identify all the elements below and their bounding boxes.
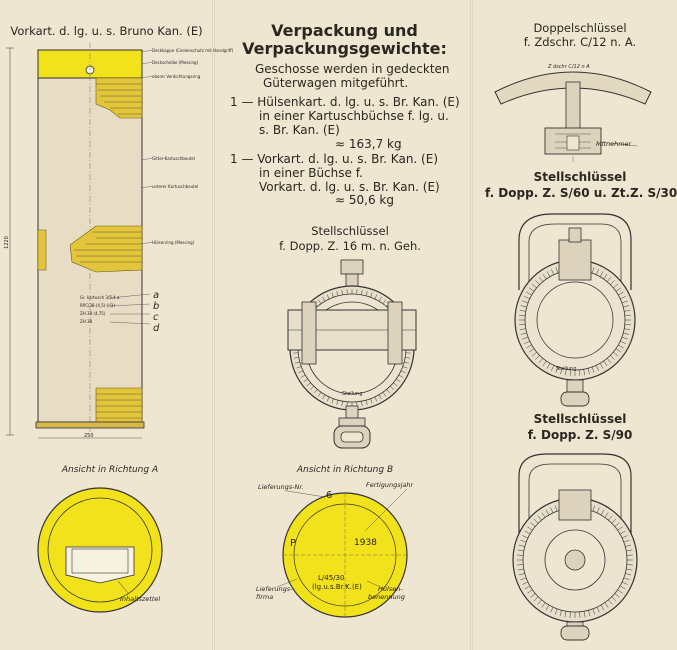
view-a-label: Inhaltszettel [120,595,161,603]
item1-weight: ≈ 163,7 kg [335,137,402,151]
label-huelsenbenennung-2: benennung [368,593,405,601]
left-view-title: Ansicht in Richtung A [61,465,159,475]
label-gitter-kartuschbeutel: Gitter-Kartuschbeutel [152,156,195,161]
key1-handle-text: Z dschr C/12 n A [548,64,590,70]
stellschluessel-s90-drawing [473,442,677,642]
item1-line3: s. Br. Kan. (E) [259,123,340,137]
key1-title: Doppelschlüssel [533,21,627,35]
key1-label: Mitnehmer [596,140,632,148]
middle-key-scale-label: Stellung [342,391,363,397]
key2-title: Stellschlüssel [533,170,627,184]
item2-weight: ≈ 50,6 kg [335,193,394,207]
view-a-drawing [0,475,213,645]
left-title: Vorkart. d. lg. u. s. Bruno Kan. (E) [10,24,203,38]
key3-subtitle: f. Dopp. Z. S/90 [527,428,633,442]
middle-title-line2: Verpackungsgewichte: [242,39,447,58]
item1-line2: in einer Kartuschbüchse f. lg. u. [259,109,449,123]
item2-line3: Vorkart. d. lg. u. s. Br. Kan. (E) [259,180,440,194]
label-lieferungsfirma-2: firma [256,593,274,601]
dim-width: 250 [84,433,94,439]
label-code-2: (lg.u.s.Br.K.(E) [312,583,362,591]
label-deckscheibe: Deckscheibe (Messing) [152,60,199,65]
charge-label-a: Gr. kartusch 3/5,4 a [80,295,120,300]
key2-subtitle: f. Dopp. Z. S/60 u. Zt.Z. S/30 [485,186,677,200]
intro-line1: Geschosse werden in gedeckten [255,62,450,76]
label-code-1: L/45/30 [318,574,345,582]
label-number: 6 [326,490,333,501]
label-huelsenring: Hülsenring (Messing) [152,240,195,245]
middle-key-title: Stellschlüssel [311,224,389,238]
stellschluessel-16-drawing [215,258,471,458]
label-verdichtungsring: oberer Verdichtungsring [152,74,201,79]
label-lieferungs-nr: Lieferungs-Nr. [258,483,304,491]
item1-line1: 1 — Hülsenkart. d. lg. u. s. Br. Kan. (E) [230,95,460,109]
key3-title: Stellschlüssel [533,412,627,426]
key1-subtitle: f. Zdschr. C/12 n. A. [523,35,637,49]
item2-line1: 1 — Vorkart. d. lg. u. s. Br. Kan. (E) [230,152,439,166]
label-huelsenbenennung-1: Hülsen- [378,585,403,593]
item2-line2: in einer Büchse f. [259,166,363,180]
label-year: 1938 [354,538,377,548]
dim-height: 1220 [3,236,10,249]
marker-b: b [153,301,160,312]
intro-line2: Güterwagen mitgeführt. [263,76,409,90]
charge-label-d: ZH 38 [80,319,93,324]
middle-view-title: Ansicht in Richtung B [296,465,394,475]
label-unterer-kartuschbeutel: unterer Kartuschbeutel [152,184,199,189]
marker-c: c [153,312,159,323]
charge-label-b: RPC/38-(4,5)-(l/3) [80,303,115,308]
label-fertigungsjahr: Fertigungsjahr [366,481,414,489]
label-deckkappe: Deckkappe (Ceolenschutz mit Handgriff) [152,48,234,53]
label-p-mark: P [290,538,297,549]
middle-key-subtitle: f. Dopp. Z. 16 m. n. Geh. [279,239,421,253]
view-b-drawing [215,475,471,645]
marker-d: d [153,323,160,334]
middle-title-line1: Verpackung und [271,21,418,40]
label-lieferungsfirma-1: Lieferungs- [256,585,293,593]
charge-label-c: ZH 38 (4,75) [80,311,106,316]
key2-scale-label: Stellung [556,366,577,372]
marker-a: a [153,290,160,301]
stellschluessel-s60-drawing [473,200,677,410]
cartridge-drawing [0,40,213,510]
